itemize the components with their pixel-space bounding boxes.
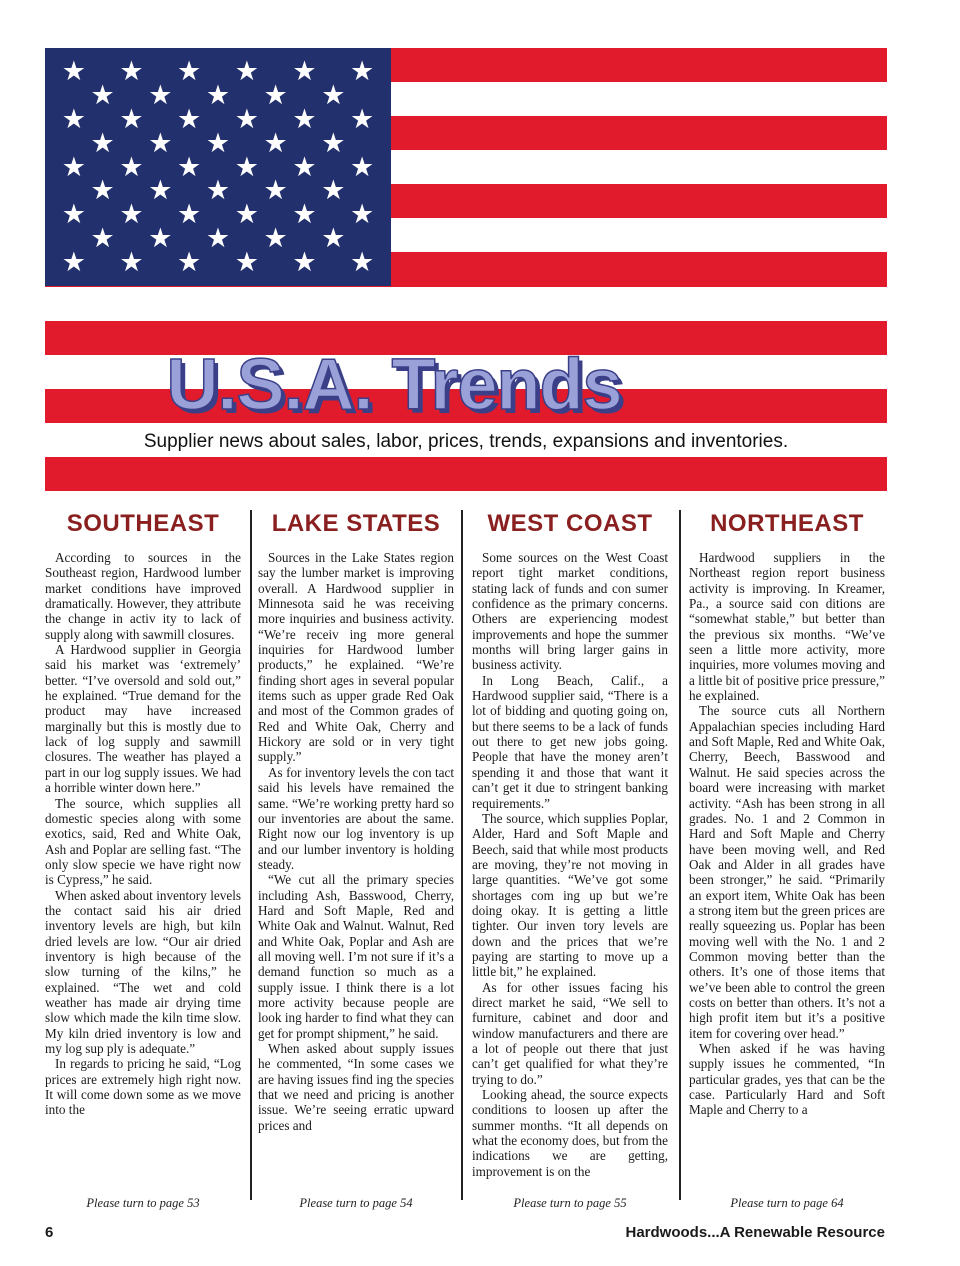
star-icon: ★ xyxy=(350,103,375,135)
star-icon: ★ xyxy=(61,151,86,183)
star-icon: ★ xyxy=(148,80,173,112)
continued-link: Please turn to page 64 xyxy=(730,1196,844,1210)
star-icon: ★ xyxy=(234,246,259,278)
paragraph: According to sources in the Southeast region, Hardwood lumber market conditions have improved dramatically. However, they attribute the change in activ ity to lack of supply along with sawmill closures. xyxy=(45,550,241,642)
star-icon: ★ xyxy=(148,127,173,159)
star-icon: ★ xyxy=(148,222,173,254)
star-icon: ★ xyxy=(177,151,202,183)
star-icon: ★ xyxy=(292,103,317,135)
column-lake-states xyxy=(258,510,454,1170)
star-icon: ★ xyxy=(292,199,317,231)
star-icon: ★ xyxy=(263,127,288,159)
star-icon: ★ xyxy=(119,246,144,278)
star-icon: ★ xyxy=(321,222,346,254)
star-icon: ★ xyxy=(263,222,288,254)
star-icon: ★ xyxy=(205,127,231,159)
star-icon: ★ xyxy=(119,103,144,135)
flag-canton xyxy=(45,48,391,286)
paragraph: Hardwood suppliers in the Northeast region report business activity is improving. In Kreamer, Pa., a source said con ditions are “somewhat stable,” but better than the previous six months. “We’ve seen a little more activity, more inquiries, more volumes moving and a little bit of positive price pressure,” he explained. xyxy=(689,550,885,704)
publication-name: Hardwoods...A Renewable Resource xyxy=(625,1224,885,1241)
star-icon: ★ xyxy=(263,80,288,112)
star-icon: ★ xyxy=(90,127,115,159)
paragraph: As for other issues facing his direct market he said, “We sell to furniture, cabinet and door and window manufacturers and there are a lot of people out there that just can’t get qualified for what they’re trying to do.” xyxy=(472,979,668,1087)
star-icon: ★ xyxy=(321,175,346,207)
paragraph: When asked about inventory levels the contact said his air dried inventory levels are high, but kiln dried levels are low. “Our air dried inventory is high because of the slow turning of the kilns,” he explained. “The wet and cold weather has made air drying time slow which made the kiln time slow. My kiln dried inventory is low and my log sup ply is adequate.” xyxy=(45,887,241,1056)
paragraph: Looking ahead, the source expects conditions to loosen up after the summer months. “It all depends on what the economy does, but from the indications we are getting, improvement is on the xyxy=(472,1087,668,1179)
column-heading: SOUTHEAST xyxy=(66,510,220,537)
star-icon: ★ xyxy=(292,151,317,183)
star-icon: ★ xyxy=(177,103,202,135)
star-icon: ★ xyxy=(350,151,375,183)
page-number: 6 xyxy=(45,1224,54,1241)
star-icon: ★ xyxy=(205,80,231,112)
paragraph: The source, which supplies all domestic species along with some exotics, said, Red and White Oak, Ash and Poplar are selling fast. “The only slow specie we have right now is Cypress,” he said. xyxy=(45,795,241,888)
paragraph: “We cut all the primary species including Ash, Basswood, Cherry, Hard and Soft Maple, Red and White Oak and Walnut. Walnut, Red and White Oak, Poplar and Ash are all moving well. I’m not sure if it’s a demand function so much as a supply issue. I think there is a lot more activity because people are look ing harder to find what they can get for prompt shipment,” he said. xyxy=(258,872,454,1041)
star-icon: ★ xyxy=(148,175,173,207)
star-icon: ★ xyxy=(61,103,86,135)
star-icon: ★ xyxy=(205,175,231,207)
continued-link: Please turn to page 54 xyxy=(299,1196,413,1210)
star-icon: ★ xyxy=(292,56,317,88)
star-icon: ★ xyxy=(321,127,346,159)
article-body xyxy=(472,550,668,1179)
article-body xyxy=(689,550,885,1170)
paragraph: When asked if he was having supply issues he commented, “In particular grades, yes that can be the case. Particularly Hard and Soft Maple and Cherry to a xyxy=(689,1041,885,1118)
column-northeast xyxy=(689,510,885,1170)
paragraph: A Hardwood supplier in Georgia said his market was ‘extremely’ better. “I’ve oversold and sold out,” he explained. “True demand for the product may have increased marginally but this is mostly due to lack of log supply and sawmill closures. The weather has played a part in our log supply issues. We had a horrible winter down here.” xyxy=(45,642,241,796)
banner-title: U.S.A. Trends xyxy=(166,345,622,425)
star-icon: ★ xyxy=(177,246,202,278)
star-icon: ★ xyxy=(321,80,346,112)
star-icon: ★ xyxy=(177,56,202,88)
paragraph: Sources in the Lake States region say the lumber market is improving overall. A Hardwood supplier in Minnesota said he was receiving more inquiries and business activity. “We’re receiv ing more general inquiries for Hardwood lumber products,” he explained. “We’re finding short ages in several popular items such as upper grade Red Oak and most of the Common grades of Red and White Oak, Cherry and Hickory are sold or in very tight supply.” xyxy=(258,550,454,765)
star-icon: ★ xyxy=(90,222,115,254)
star-icon: ★ xyxy=(263,175,288,207)
star-icon: ★ xyxy=(292,246,317,278)
paragraph: As for inventory levels the con tact said his levels have remained the same. “We’re working pretty hard so our inventories are about the same. Right now our log inventory is up and our lumber inventory is holding steady. xyxy=(258,764,454,872)
star-icon: ★ xyxy=(350,199,375,231)
article-body xyxy=(45,550,241,1170)
star-icon: ★ xyxy=(205,222,231,254)
star-icon: ★ xyxy=(177,199,202,231)
column-rule xyxy=(250,510,252,1200)
column-heading: NORTHEAST xyxy=(710,510,864,537)
flag-banner xyxy=(45,48,887,491)
article-body xyxy=(258,550,454,1170)
star-icon: ★ xyxy=(234,103,259,135)
paragraph: Some sources on the West Coast report tight market conditions, stating lack of funds and con sumer confidence as the primary concerns. Others are experiencing modest improvements and hope the summer months will bring larger gains in business activity. xyxy=(472,550,668,673)
column-west-coast xyxy=(472,510,668,1179)
column-heading: WEST COAST xyxy=(487,510,653,537)
continued-link: Please turn to page 53 xyxy=(86,1196,200,1210)
star-icon: ★ xyxy=(61,246,86,278)
star-icon: ★ xyxy=(61,56,86,88)
star-icon: ★ xyxy=(119,199,144,231)
column-rule xyxy=(679,510,681,1200)
star-icon: ★ xyxy=(234,56,259,88)
banner-subtitle: Supplier news about sales, labor, prices, trends, expansions and inventories. xyxy=(143,431,789,452)
star-icon: ★ xyxy=(119,151,144,183)
paragraph: When asked about supply issues he commented, “In some cases we are having issues find ing the species that we need and pricing is another issue. We’re seeing erratic upward prices and xyxy=(258,1041,454,1133)
star-icon: ★ xyxy=(90,80,115,112)
star-icon: ★ xyxy=(119,56,144,88)
star-icon: ★ xyxy=(61,199,86,231)
star-icon: ★ xyxy=(350,56,375,88)
flag-stripe-white xyxy=(45,287,887,322)
paragraph: In regards to pricing he said, “Log prices are extremely high right now. It will come down some as we move into the xyxy=(45,1056,241,1118)
star-icon: ★ xyxy=(234,199,259,231)
star-icon: ★ xyxy=(350,246,375,278)
paragraph: The source, which supplies Poplar, Alder, Hard and Soft Maple and Beech, said that while most products are moving, they’re not moving in large quantities. “We’ve got some shortages com ing up but we’re doing okay. It is getting a little tighter. Our inven tory levels are down and the prices that we’re paying are starting to move up a little bit,” he explained. xyxy=(472,810,668,980)
star-icon: ★ xyxy=(234,151,259,183)
column-southeast xyxy=(45,510,241,1170)
star-icon: ★ xyxy=(90,175,115,207)
column-rule xyxy=(461,510,463,1200)
column-heading: LAKE STATES xyxy=(271,510,441,537)
paragraph: The source cuts all Northern Appalachian species including Hard and Soft Maple, Red and White Oak, Cherry, Beech, Basswood and Walnut. He said species across the board were increasing with market activity. “Ash has been strong in all grades. No. 1 and 2 Common in Hard and Soft Maple and Cherry have been moving well, and Red Oak and Alder in all grades have been stronger,” he said. “Primarily an export item, White Oak has been a strong item but the green prices are really squeezing us. Poplar has been moving well with the No. 1 and 2 Common moving better than the others. It’s one of those items that we’ve been able to control the green costs on better than others. It’s not a high profit item but it’s a positive item for covering over head.” xyxy=(689,703,885,1041)
continued-link: Please turn to page 55 xyxy=(513,1196,627,1210)
flag-stripe-red xyxy=(45,457,887,492)
paragraph: In Long Beach, Calif., a Hardwood supplier said, “There is a lot of bidding and quoting going on, but there seems to be a lack of funds out there to get new jobs going. People that have the money aren’t spending it and those that want it can’t get it due to stringent banking requirements.” xyxy=(472,672,668,811)
